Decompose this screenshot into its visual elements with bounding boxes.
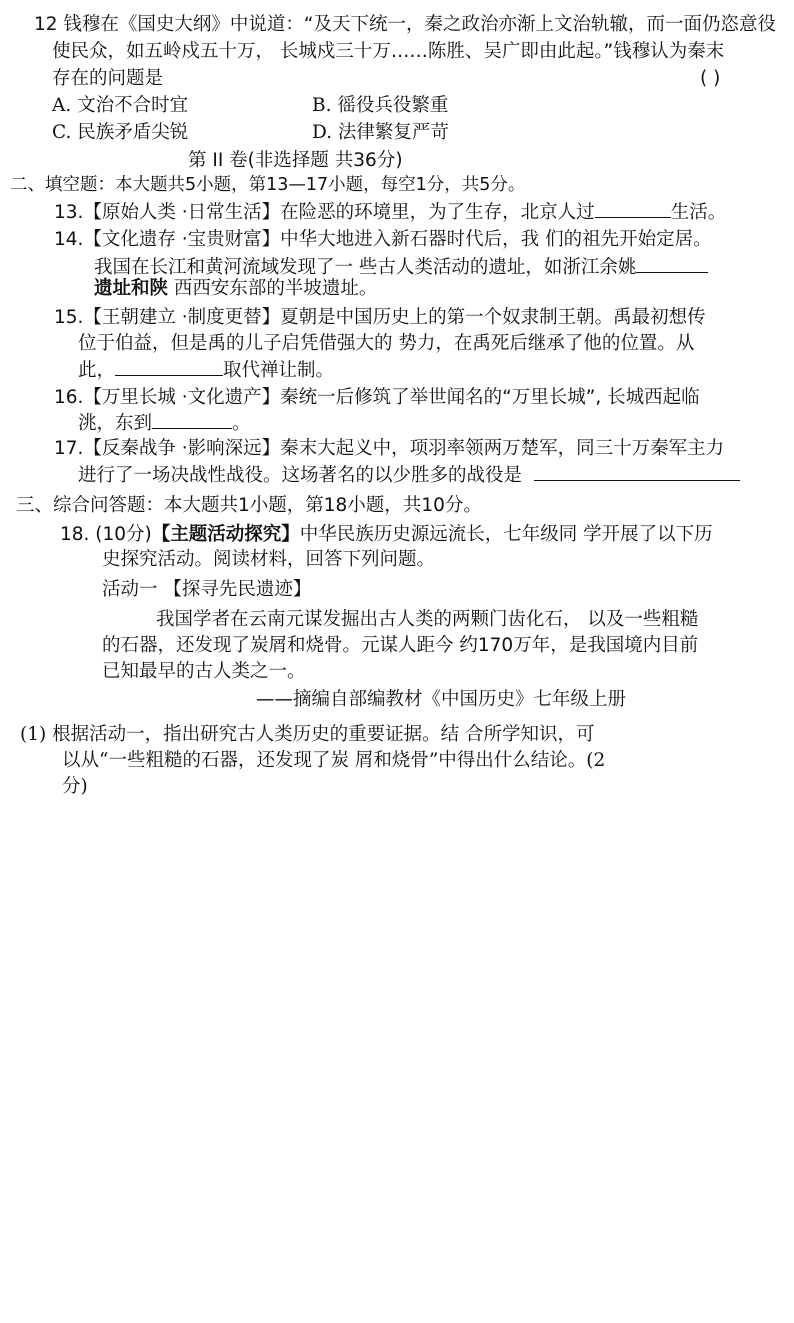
q15-answer-blank[interactable] bbox=[115, 357, 223, 376]
q18-material-source: ——摘编自部编教材《中国历史》七年级上册 bbox=[256, 689, 627, 710]
q16-line-2-start: 洮，东到 bbox=[78, 413, 153, 434]
q12-option-a: A. 文治不合时宜 bbox=[52, 95, 189, 116]
sub-question-1-line-3: 分) bbox=[62, 776, 88, 797]
q14-line-3-bold: 遗址和陕 bbox=[94, 278, 169, 299]
q13 bbox=[54, 199, 726, 226]
q14-line-3-rest: 西西安东部的半坡遗址。 bbox=[168, 278, 378, 299]
q12-option-d: D. 法律繁复严苛 bbox=[312, 122, 449, 143]
q17-line-1: 17.【反秦战争 ·影响深远】秦末大起义中，项羽率领两万楚军，同三十万秦军主力 bbox=[54, 438, 725, 459]
q16-answer-blank[interactable] bbox=[152, 410, 232, 429]
q15-line-1: 15.【王朝建立 ·制度更替】夏朝是中国历史上的第一个奴隶制王朝。禹最初想传 bbox=[54, 307, 706, 328]
q18-line-2: 史探究活动。阅读材料，回答下列问题。 bbox=[102, 549, 436, 570]
q15-line-3-start: 此， bbox=[78, 360, 116, 381]
q18-tag: 【主题活动探究】 bbox=[151, 524, 300, 545]
q17-line-2 bbox=[78, 462, 740, 489]
q12-line-3: 存在的问题是 bbox=[52, 68, 164, 89]
q13-after: 生活。 bbox=[670, 202, 727, 223]
q17-answer-blank[interactable] bbox=[534, 462, 740, 481]
q12-answer-paren: ( ) bbox=[700, 68, 721, 89]
q12-line-1: 12 钱穆在《国史大纲》中说道：“及天下统一，秦之政治亦渐上文治轨辙，而一面仍恣意役 bbox=[34, 14, 777, 35]
q14-line-3 bbox=[94, 276, 377, 302]
q16-line-2 bbox=[78, 410, 251, 437]
q14-answer-blank[interactable] bbox=[636, 254, 708, 273]
q14-line-1: 14.【文化遗存 ·宝贵财富】中华大地进入新石器时代后，我 们的祖先开始定居。 bbox=[54, 229, 712, 250]
q13-text: 13.【原始人类 ·日常生活】在险恶的环境里，为了生存，北京人过 bbox=[54, 202, 595, 223]
q16-line-2-end: 。 bbox=[232, 413, 251, 434]
q18-material-line-2: 的石器，还发现了炭屑和烧骨。元谋人距今 约170万年，是我国境内目前 bbox=[102, 635, 699, 656]
q18-line-1 bbox=[60, 522, 713, 548]
sub-question-1-line-1: (1) 根据活动一，指出研究古人类历史的重要证据。结 合所学知识，可 bbox=[20, 724, 595, 745]
q16-line-1: 16.【万里长城 ·文化遗产】秦统一后修筑了举世闻名的“万里长城”, 长城西起临 bbox=[54, 387, 700, 408]
q13-answer-blank[interactable] bbox=[595, 199, 671, 218]
q12-line-2: 使民众，如五岭戍五十万， 长城戍三十万……陈胜、吴广即由此起。”钱穆认为秦末 bbox=[52, 41, 725, 62]
q15-line-3-end: 取代禅让制。 bbox=[223, 360, 335, 381]
q18-material-line-1: 我国学者在云南元谋发掘出古人类的两颗门齿化石， 以及一些粗糙 bbox=[156, 609, 699, 630]
q18-material-line-3: 已知最早的古人类之一。 bbox=[102, 661, 306, 682]
q14-line-2-text: 我国在长江和黄河流域发现了一 些古人类活动的遗址，如浙江余姚 bbox=[94, 257, 637, 278]
section-3-title: 三、综合问答题：本大题共1小题，第18小题，共10分。 bbox=[16, 495, 482, 516]
section-2-title: 二、填空题：本大题共5小题，第13—17小题，每空1分，共5分。 bbox=[10, 175, 526, 195]
part2-heading: 第 II 卷(非选择题 共36分) bbox=[188, 150, 403, 171]
q12-option-c: C. 民族矛盾尖锐 bbox=[52, 122, 189, 143]
q12-option-b: B. 徭役兵役繁重 bbox=[312, 95, 449, 116]
q17-line-2-text: 进行了一场决战性战役。这场著名的以少胜多的战役是 bbox=[78, 465, 523, 486]
sub-question-1-line-2: 以从“一些粗糙的石器，还发现了炭 屑和烧骨”中得出什么结论。(2 bbox=[62, 750, 606, 771]
q15-line-2: 位于伯益，但是禹的儿子启凭借强大的 势力，在禹死后继承了他的位置。从 bbox=[78, 333, 695, 354]
q18-prefix: 18. (10分) bbox=[60, 524, 152, 545]
q18-line-1-rest: 中华民族历史源远流长，七年级同 学开展了以下历 bbox=[299, 524, 713, 545]
q15-line-3 bbox=[78, 357, 334, 384]
q18-activity-heading: 活动一 【探寻先民遗迹】 bbox=[102, 579, 312, 600]
